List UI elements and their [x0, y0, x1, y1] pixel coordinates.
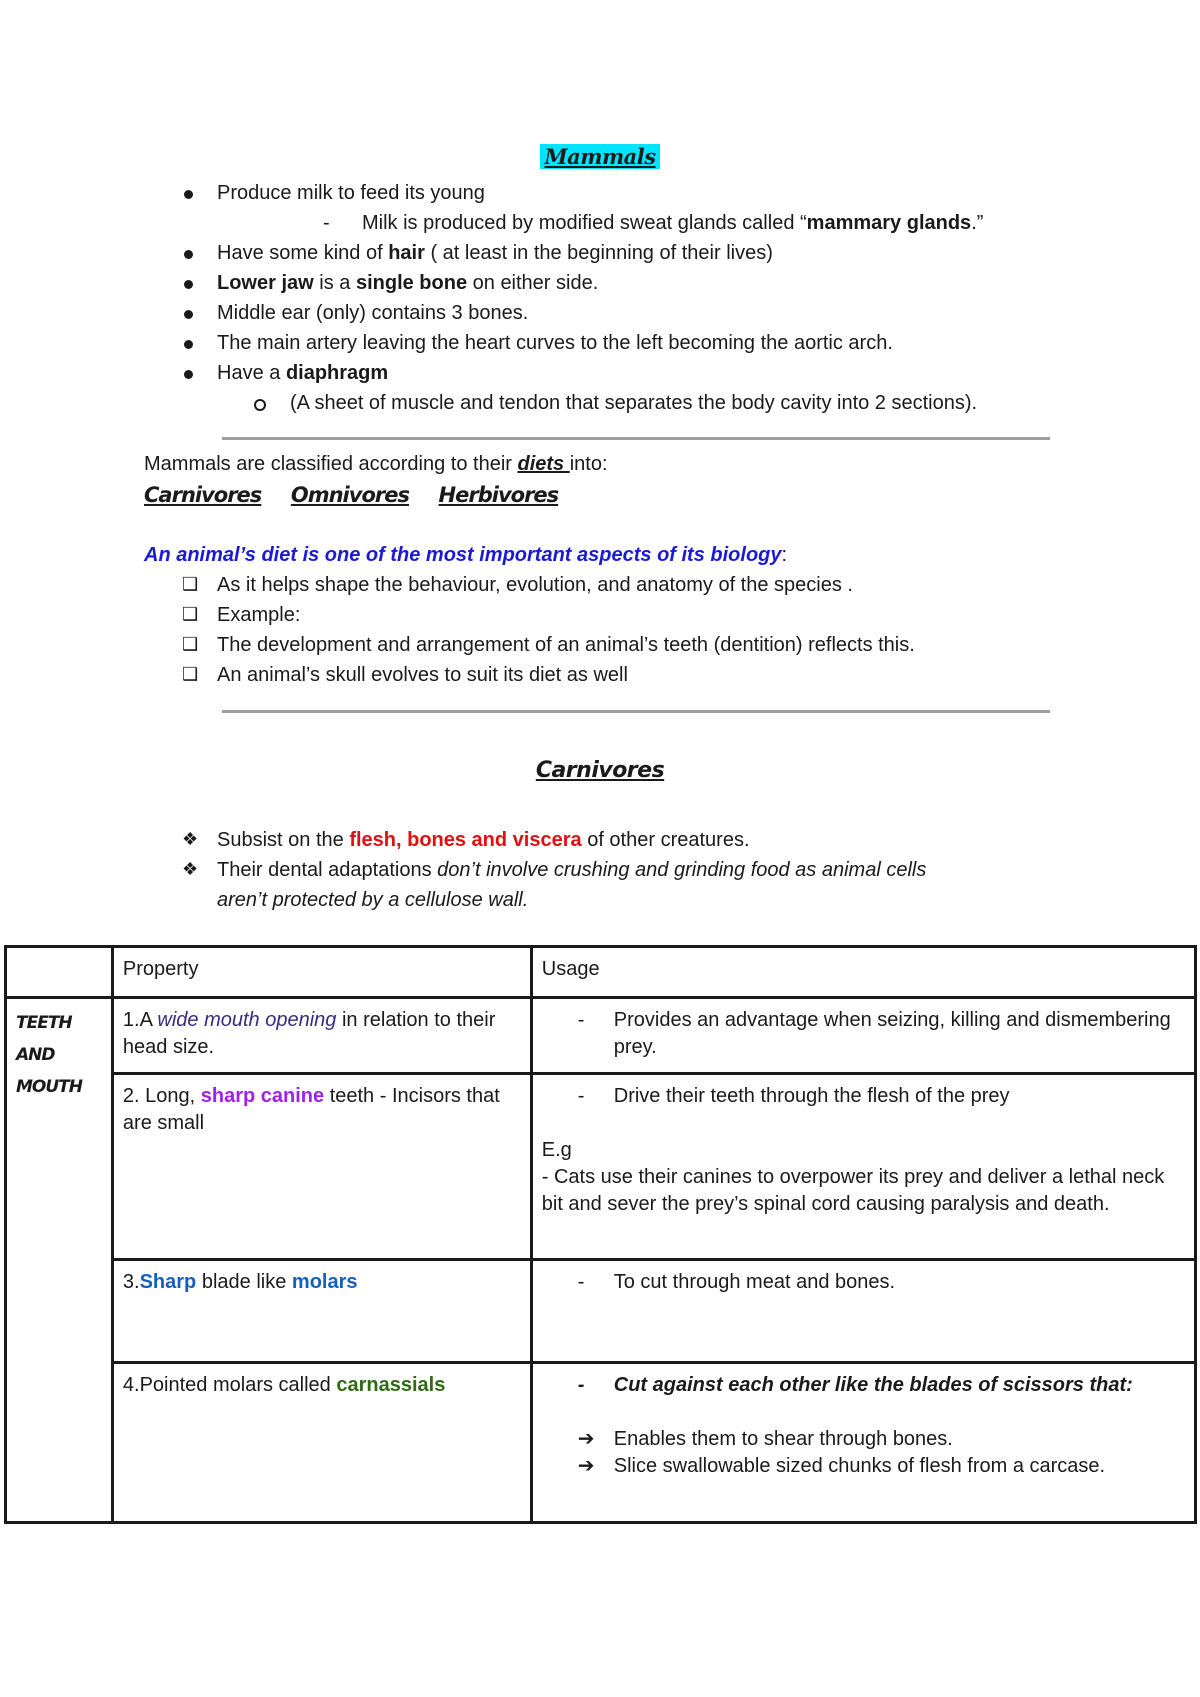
table-row: [6, 998, 1196, 1074]
list-item: An animal’s skull evolves to suit its diet as well: [217, 664, 628, 686]
diamond-bullet-icon: ❖: [182, 859, 199, 879]
table-row: [6, 1363, 1196, 1523]
bullet-dot-icon: [184, 280, 193, 289]
box-bullet-icon: ❑: [182, 604, 199, 624]
table-header-row: [6, 947, 1196, 998]
list-item: Produce milk to feed its young: [217, 182, 485, 204]
list-item: Lower jaw is a single bone on either side.: [217, 272, 599, 294]
column-header-usage: Usage: [531, 947, 1195, 998]
list-item: Milk is produced by modified sweat glands called “mammary glands.”: [362, 212, 984, 234]
list-item: - Drive their teeth through the flesh of the prey: [577, 1085, 1010, 1107]
list-item: Example:: [217, 604, 301, 626]
bullet-circle-icon: [254, 399, 266, 411]
list-item: (A sheet of muscle and tendon that separates the body cavity into 2 sections).: [290, 392, 978, 414]
arrow-icon: ➔: [577, 1455, 595, 1477]
bullet-dot-icon: [184, 250, 193, 259]
list-item: As it helps shape the behaviour, evolution, and anatomy of the species .: [217, 574, 853, 596]
section-title-carnivores: Carnivores: [535, 758, 665, 783]
table-cell: 3.Sharp blade like molars: [112, 1260, 531, 1363]
list-item: Have some kind of hair ( at least in the beginning of their lives): [217, 242, 773, 264]
divider: [222, 437, 1050, 440]
classification-intro: Mammals are classified according to their diets into:: [144, 453, 608, 475]
table-cell: 1.A wide mouth opening in relation to their head size.: [112, 998, 531, 1074]
page-title: [0, 144, 1200, 170]
list-item: - To cut through meat and bones.: [577, 1271, 896, 1293]
table-row: [6, 1074, 1196, 1260]
list-item: ➔ Enables them to shear through bones.: [542, 1426, 1185, 1453]
table-cell: [531, 1363, 1195, 1523]
bullet-dot-icon: [184, 340, 193, 349]
example-label: E.g: [541, 1139, 572, 1161]
category-omnivores: Omnivores: [290, 483, 409, 507]
divider: [222, 710, 1050, 713]
table-cell: [531, 998, 1195, 1074]
title-mammals: Mammals: [540, 144, 659, 169]
example-text: - Cats use their canines to overpower its prey and deliver a lethal neck bit and sever the prey’s spinal cord causing paralysis and death.: [541, 1166, 1165, 1215]
row-group-label: [6, 998, 113, 1523]
bullet-dot-icon: [184, 370, 193, 379]
table-cell: 2. Long, sharp canine teeth - Incisors that are small: [112, 1074, 531, 1260]
table-cell: [6, 947, 113, 998]
bullet-dot-icon: [184, 190, 193, 199]
column-header-property: Property: [112, 947, 531, 998]
list-item: - Cut against each other like the blades of scissors that:: [577, 1374, 1133, 1396]
list-item: - Provides an advantage when seizing, killing and dismembering prey.: [577, 1009, 1171, 1058]
list-item-continuation: aren’t protected by a cellulose wall.: [217, 889, 529, 911]
category-herbivores: Herbivores: [438, 483, 559, 507]
box-bullet-icon: ❑: [182, 634, 199, 654]
list-item: Middle ear (only) contains 3 bones.: [217, 302, 529, 324]
table-cell: [531, 1260, 1195, 1363]
list-item: Have a diaphragm: [217, 362, 389, 384]
teeth-table: [4, 945, 1197, 1524]
list-item: The development and arrangement of an animal’s teeth (dentition) reflects this.: [217, 634, 915, 656]
arrow-icon: ➔: [577, 1428, 595, 1450]
box-bullet-icon: ❑: [182, 664, 199, 684]
table-cell: [531, 1074, 1195, 1260]
list-item: The main artery leaving the heart curves to the left becoming the aortic arch.: [217, 332, 893, 354]
list-item: Their dental adaptations don’t involve crushing and grinding food as animal cells: [217, 859, 927, 881]
list-item: Subsist on the flesh, bones and viscera of other creatures.: [217, 829, 750, 851]
sub-dash: -: [323, 212, 330, 234]
box-bullet-icon: ❑: [182, 574, 199, 594]
diamond-bullet-icon: ❖: [182, 829, 199, 849]
side-label-teeth-and-mouth: TEETH AND MOUTH: [16, 1013, 82, 1097]
bullet-dot-icon: [184, 310, 193, 319]
table-cell: 4.Pointed molars called carnassials: [112, 1363, 531, 1523]
list-item: ➔ Slice swallowable sized chunks of flesh from a carcase.: [542, 1453, 1185, 1480]
diet-heading: An animal’s diet is one of the most important aspects of its biology:: [144, 544, 788, 566]
diet-categories: [144, 480, 558, 511]
table-row: [6, 1260, 1196, 1363]
category-carnivores: Carnivores: [144, 483, 262, 507]
